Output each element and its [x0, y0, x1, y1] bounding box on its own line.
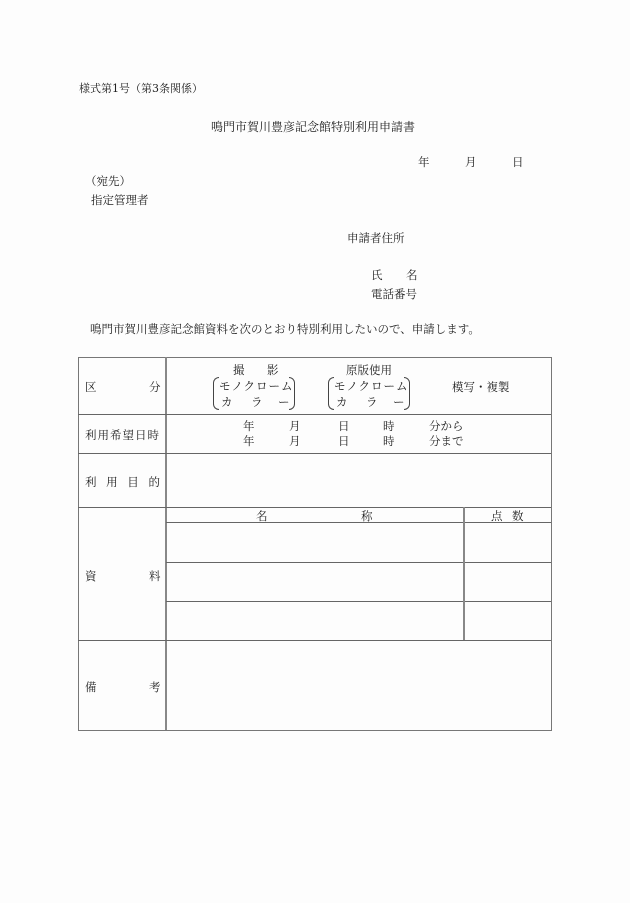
materials-label-2: 料 — [149, 569, 161, 583]
material-name-input-1[interactable] — [167, 523, 462, 561]
bracket-right-icon — [404, 377, 410, 410]
name-header-1: 名 — [256, 509, 268, 523]
count-column-divider — [463, 507, 465, 640]
material-name-input-2[interactable] — [167, 563, 462, 600]
category-label-1: 区 — [85, 380, 97, 394]
original-option-color-3[interactable]: ー — [393, 395, 405, 409]
to-minute-label: 分まで — [429, 434, 464, 448]
photo-title-1: 撮 — [233, 363, 245, 377]
applicant-address-label: 申請者住所 — [347, 231, 405, 245]
applicant-name-label-1: 氏 — [371, 268, 383, 282]
page-title: 鳴門市賀川豊彦記念館特別利用申請書 — [211, 120, 416, 134]
date-month-label: 月 — [465, 155, 477, 169]
remarks-input[interactable] — [167, 641, 550, 729]
statement-text: 鳴門市賀川豊彦記念館資料を次のとおり特別利用したいので、申請します。 — [90, 322, 480, 336]
addressee-label: （宛先） — [85, 174, 131, 188]
count-header-2: 数 — [512, 509, 524, 523]
purpose-label: 利 用 目 的 — [85, 475, 160, 489]
row-divider — [78, 414, 551, 415]
row-divider — [78, 507, 551, 508]
from-hour-label: 時 — [383, 419, 395, 433]
from-minute-label: 分から — [429, 419, 464, 433]
material-count-input-2[interactable] — [466, 563, 550, 600]
from-year-label: 年 — [243, 419, 255, 433]
to-month-label: 月 — [289, 434, 301, 448]
applicant-name-label-2: 名 — [406, 268, 418, 282]
date-day-label: 日 — [512, 155, 524, 169]
form-number: 様式第1号（第3条関係） — [79, 82, 203, 95]
to-day-label: 日 — [338, 434, 350, 448]
original-title: 原版使用 — [346, 363, 392, 377]
from-day-label: 日 — [338, 419, 350, 433]
photo-title-2: 影 — [267, 363, 279, 377]
material-count-input-1[interactable] — [466, 523, 550, 561]
datetime-label: 利用希望日時 — [85, 428, 160, 442]
material-name-input-3[interactable] — [167, 602, 462, 639]
to-year-label: 年 — [243, 434, 255, 448]
date-year-label: 年 — [418, 155, 430, 169]
original-option-color-2[interactable]: ラ — [366, 395, 378, 409]
count-header-1: 点 — [491, 509, 503, 523]
copy-option[interactable]: 模写・複製 — [452, 380, 510, 394]
remarks-label-1: 備 — [85, 680, 97, 694]
from-month-label: 月 — [289, 419, 301, 433]
materials-label-1: 資 — [85, 569, 97, 583]
remarks-label-2: 考 — [149, 680, 161, 694]
photo-option-color-1[interactable]: カ — [221, 395, 233, 409]
applicant-phone-label: 電話番号 — [371, 287, 417, 301]
material-count-input-3[interactable] — [466, 602, 550, 639]
photo-option-color-2[interactable]: ラ — [251, 395, 263, 409]
photo-option-color-3[interactable]: ー — [278, 395, 290, 409]
category-label-2: 分 — [149, 380, 161, 394]
bracket-right-icon — [289, 377, 295, 410]
name-header-2: 称 — [361, 509, 373, 523]
purpose-input[interactable] — [167, 454, 550, 506]
original-option-mono[interactable]: モノクローム — [334, 379, 409, 393]
to-hour-label: 時 — [383, 434, 395, 448]
original-option-color-1[interactable]: カ — [336, 395, 348, 409]
photo-option-mono[interactable]: モノクローム — [219, 379, 294, 393]
addressee-name: 指定管理者 — [91, 193, 149, 207]
